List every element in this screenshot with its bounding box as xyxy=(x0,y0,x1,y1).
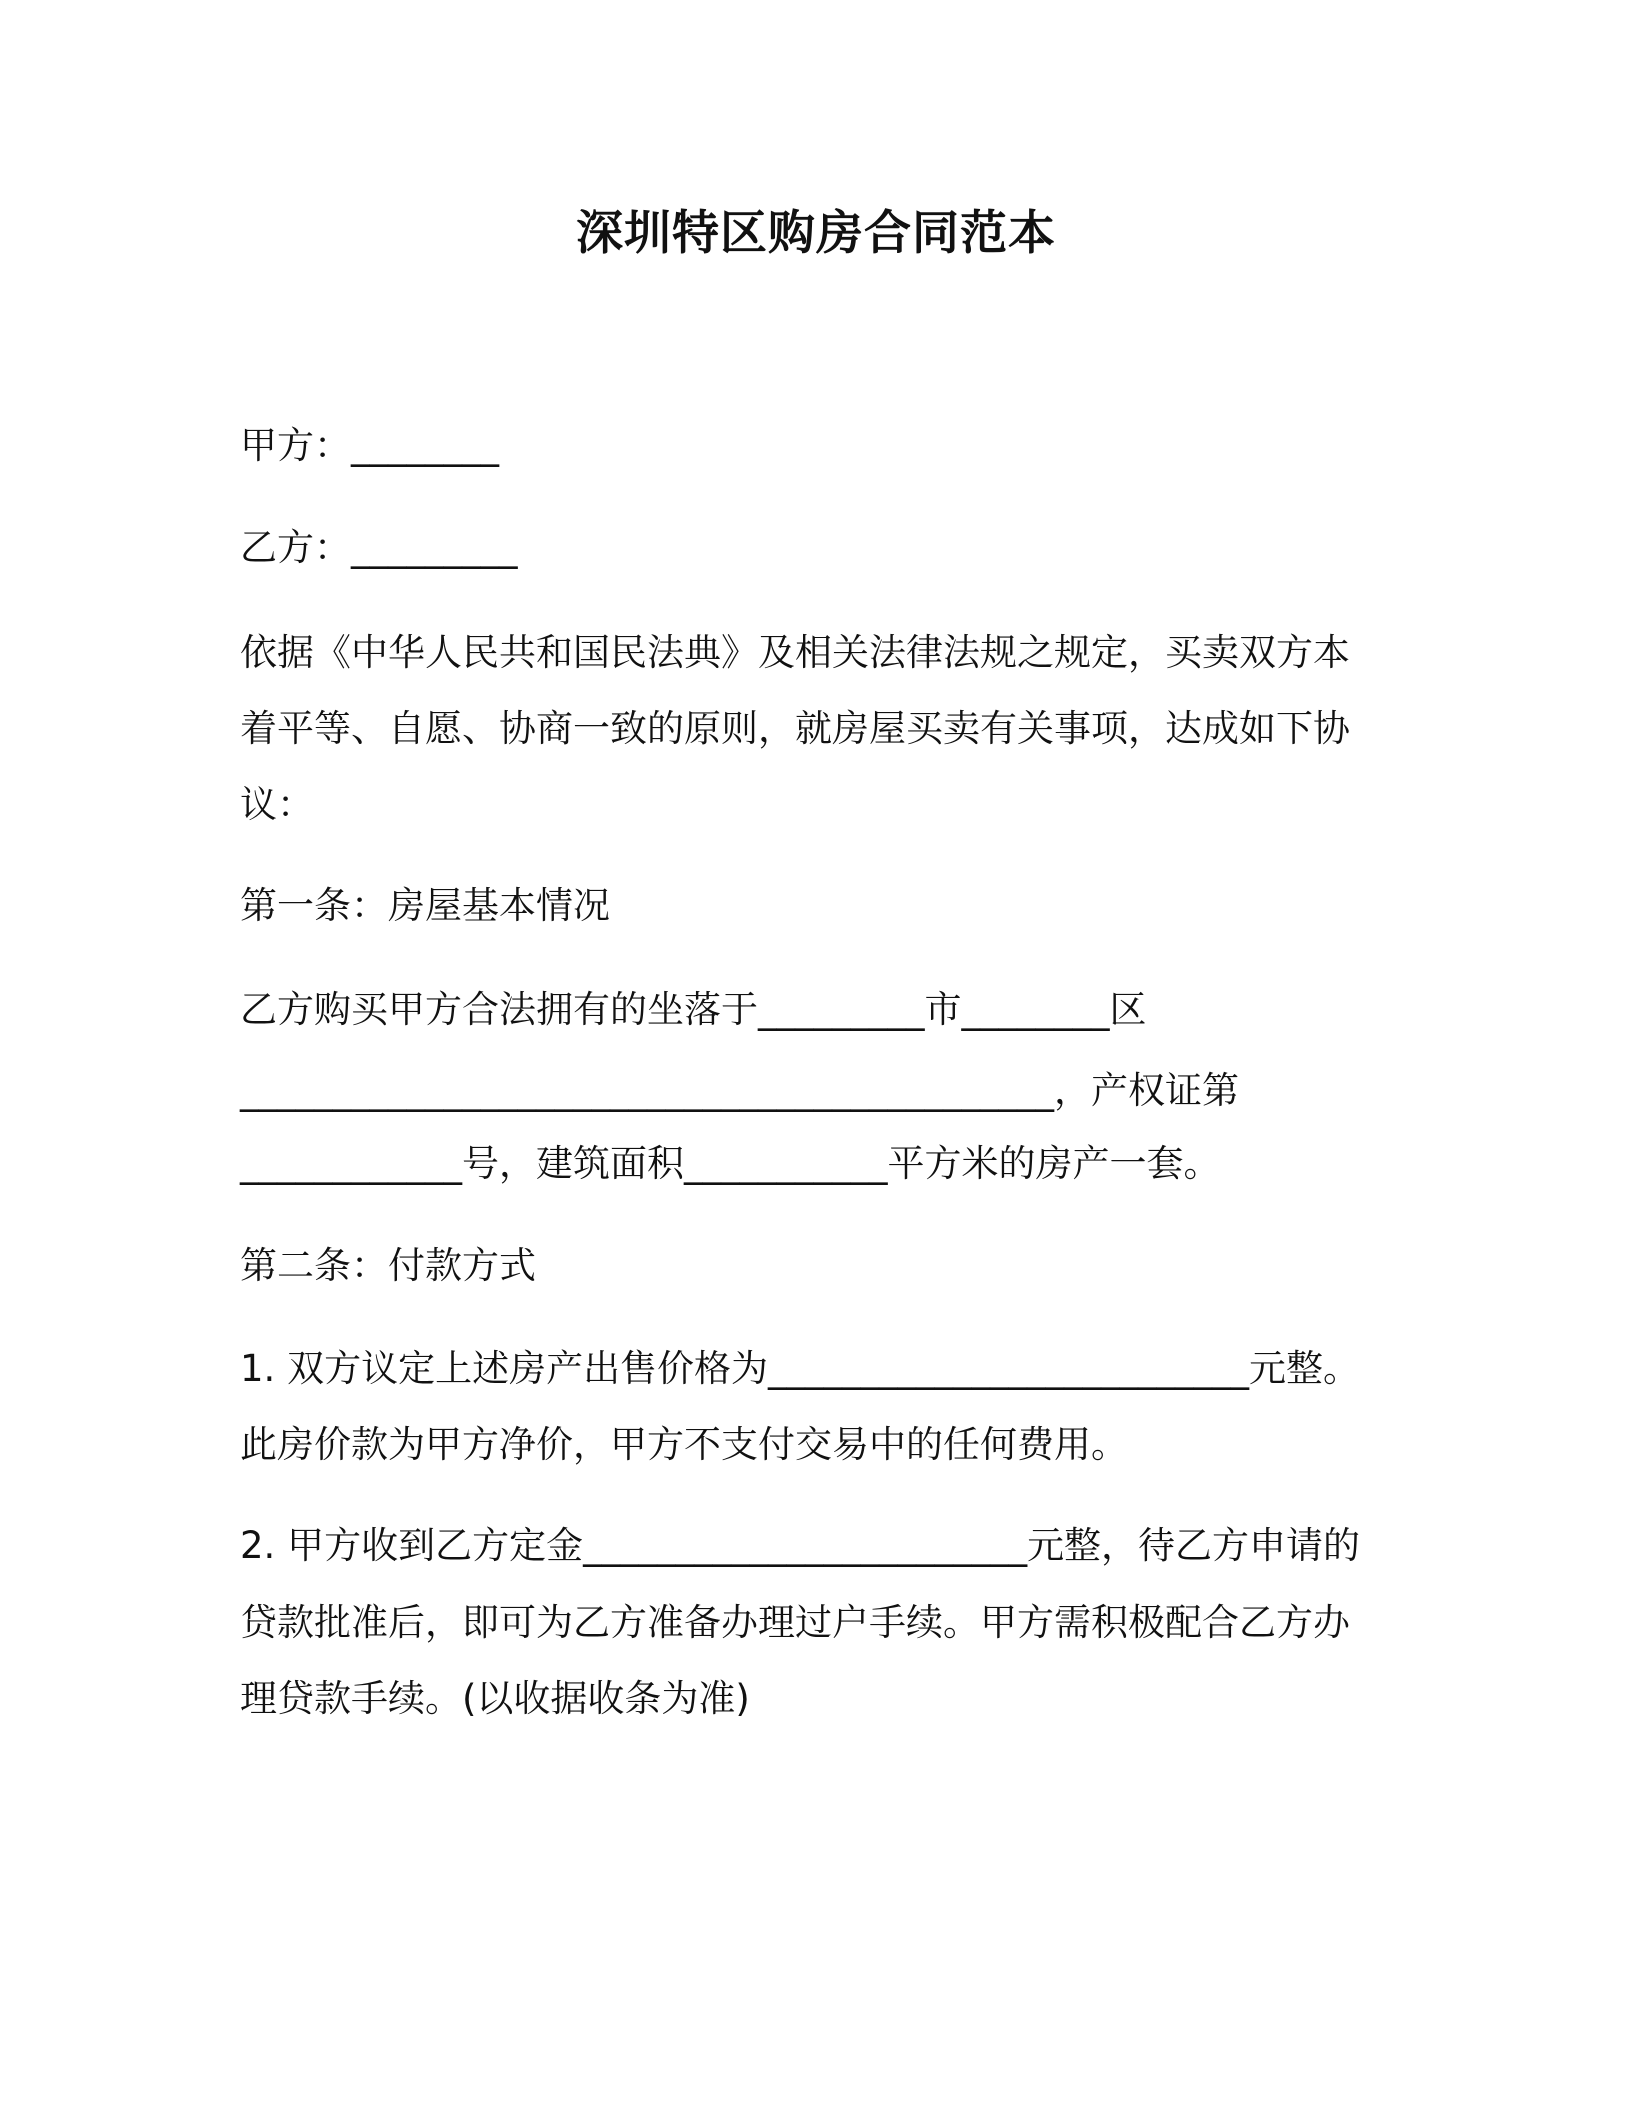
document-title: 深圳特区购房合同范本 xyxy=(576,206,1056,261)
preamble-line-3: 议： xyxy=(240,783,314,826)
preamble-line-2: 着平等、自愿、协商一致的原则，就房屋买卖有关事项，达成如下协 xyxy=(240,707,1350,750)
article-2-item-2-line-1: 2. 甲方收到乙方定金________________________元整，待乙方申请的 xyxy=(240,1524,1361,1567)
article-2-item-2-line-3: 理贷款手续。(以收据收条为准) xyxy=(240,1677,750,1720)
article-2-heading: 第二条：付款方式 xyxy=(240,1244,536,1287)
article-2-item-1-line-1: 1. 双方议定上述房产出售价格为__________________________元整。 xyxy=(240,1347,1361,1390)
article-1-heading: 第一条：房屋基本情况 xyxy=(240,884,610,927)
article-1-line-2: ____________________________________________，产权证第 xyxy=(240,1069,1239,1112)
preamble-line-1: 依据《中华人民共和国民法典》及相关法律法规之规定，买卖双方本 xyxy=(240,631,1350,674)
article-2-item-2-line-2: 贷款批准后，即可为乙方准备办理过户手续。甲方需积极配合乙方办 xyxy=(240,1601,1350,1644)
article-1-line-1: 乙方购买甲方合法拥有的坐落于_________市________区 xyxy=(240,988,1147,1031)
article-2-item-1-line-2: 此房价款为甲方净价，甲方不支付交易中的任何费用。 xyxy=(240,1423,1128,1466)
party-a-line: 甲方：________ xyxy=(240,424,499,467)
article-1-line-3: ____________号，建筑面积___________平方米的房产一套。 xyxy=(240,1142,1221,1185)
party-b-line: 乙方：_________ xyxy=(240,526,518,569)
